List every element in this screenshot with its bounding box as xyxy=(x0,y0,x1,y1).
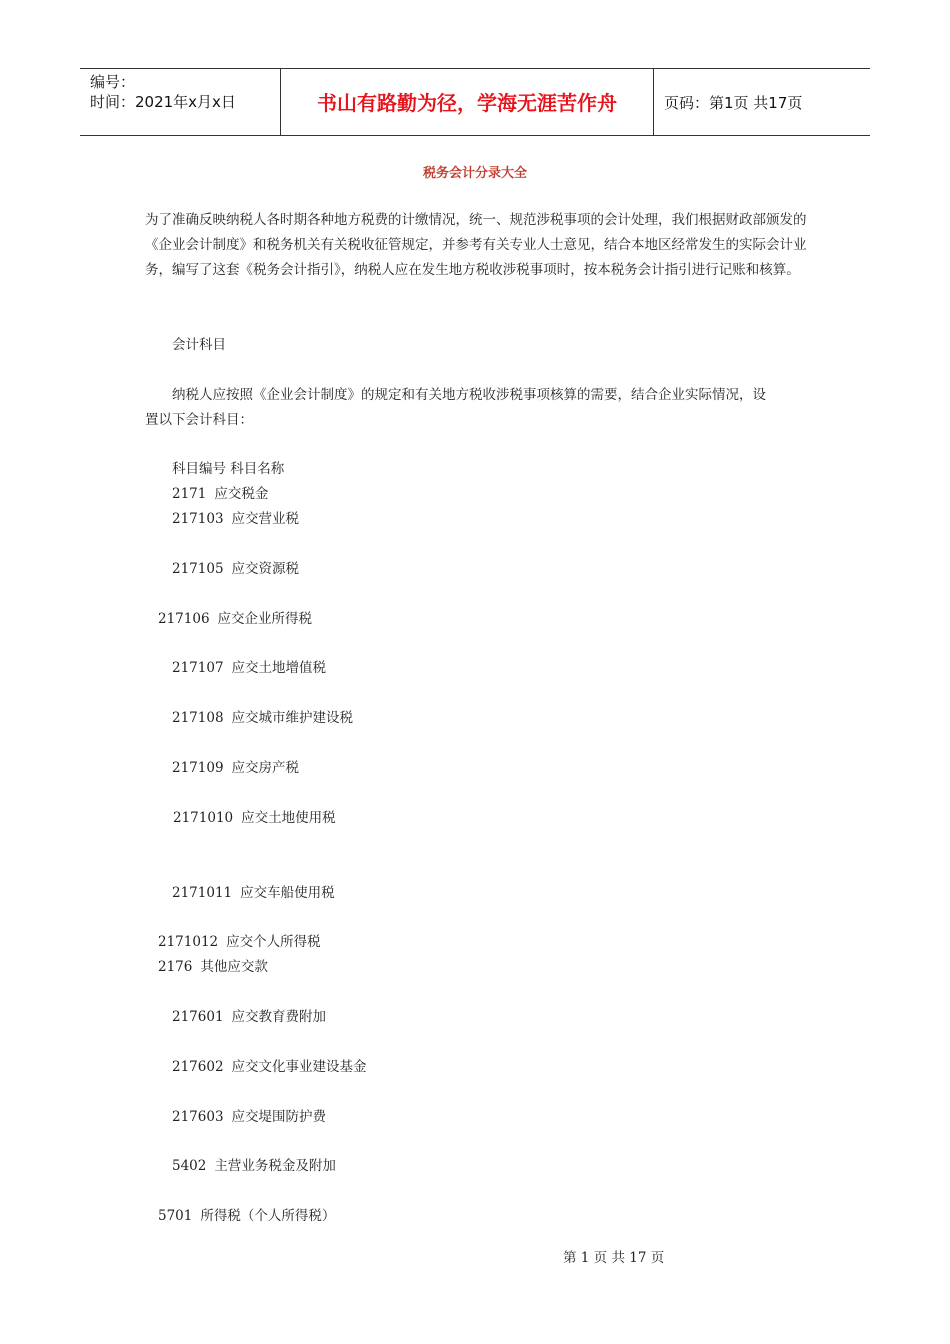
account-row xyxy=(172,509,299,529)
intro-paragraph: 为了准确反映纳税人各时期各种地方税费的计缴情况，统一、规范涉税事项的会计处理，我们根据财政部颁发的《企业会计制度》和税务机关有关税收征管规定，并参考有关专业人士意见，结合本地区经常发生的实际会计业务，编写了这套《税务会计指引》，纳税人应在发生地方税收涉税事项时，按本税务会计指引进行记账和核算。 xyxy=(145,212,807,278)
account-name: 应交税金 xyxy=(214,486,269,502)
account-row xyxy=(172,559,299,579)
header-meta-cell xyxy=(80,69,281,135)
account-code: 2176 xyxy=(158,959,193,975)
account-row xyxy=(172,1107,326,1127)
account-name: 应交城市维护建设税 xyxy=(231,710,354,726)
account-code: 5402 xyxy=(172,1158,207,1174)
account-code: 2171010 xyxy=(173,810,234,826)
document-date-label: 时间：2021年x月x日 xyxy=(90,93,236,111)
account-name: 应交土地增值税 xyxy=(231,660,327,676)
account-row xyxy=(172,658,326,678)
account-row xyxy=(172,1156,336,1176)
account-row xyxy=(172,1057,367,1077)
account-row xyxy=(172,1007,326,1027)
page-header xyxy=(80,68,870,136)
account-row xyxy=(172,758,299,778)
account-row xyxy=(172,708,353,728)
account-code: 217602 xyxy=(172,1059,224,1075)
document-title: 税务会计分录大全 xyxy=(422,166,527,181)
section-intro-line-1: 纳税人应按照《企业会计制度》的规定和有关地方税收涉税事项核算的需要，结合企业实际情况，设 xyxy=(172,387,766,403)
section-intro-line-2: 置以下会计科目： xyxy=(145,412,253,428)
account-code: 217103 xyxy=(172,511,224,527)
account-code: 217601 xyxy=(172,1009,224,1025)
account-code: 217108 xyxy=(172,710,224,726)
account-row xyxy=(158,609,312,629)
account-row xyxy=(172,484,268,504)
account-code: 217107 xyxy=(172,660,224,676)
account-name: 其他应交款 xyxy=(200,959,268,975)
account-code: 5701 xyxy=(158,1208,193,1224)
account-name: 应交文化事业建设基金 xyxy=(231,1059,367,1075)
account-name: 应交土地使用税 xyxy=(241,810,336,826)
account-code: 217109 xyxy=(172,760,224,776)
account-name: 应交企业所得税 xyxy=(217,611,313,627)
account-name: 应交堤围防护费 xyxy=(231,1109,327,1125)
account-name: 应交房产税 xyxy=(231,760,300,776)
account-code: 2171011 xyxy=(172,885,233,901)
account-name: 应交个人所得税 xyxy=(226,934,321,950)
account-code: 217603 xyxy=(172,1109,224,1125)
account-name: 应交营业税 xyxy=(231,511,300,527)
header-motto: 书山有路勤为径，学海无涯苦作舟 xyxy=(281,69,654,135)
account-code: 2171 xyxy=(172,486,207,502)
account-name: 应交教育费附加 xyxy=(231,1009,327,1025)
account-row xyxy=(158,957,268,977)
account-code: 217106 xyxy=(158,611,210,627)
account-name: 主营业务税金及附加 xyxy=(214,1158,336,1174)
account-row xyxy=(172,883,335,903)
account-name: 应交车船使用税 xyxy=(240,885,335,901)
document-number-label: 编号： xyxy=(90,73,136,91)
account-code: 217105 xyxy=(172,561,224,577)
account-code: 2171012 xyxy=(158,934,219,950)
account-row xyxy=(158,1206,335,1226)
section-heading: 会计科目 xyxy=(172,337,226,353)
header-page-number: 页码：第1页 共17页 xyxy=(664,94,803,112)
account-row xyxy=(173,808,336,828)
account-name: 所得税（个人所得税） xyxy=(200,1208,336,1224)
account-table-header: 科目编号 科目名称 xyxy=(172,461,285,477)
account-name: 应交资源税 xyxy=(231,561,300,577)
page-footer: 第 1 页 共 17 页 xyxy=(563,1250,665,1266)
account-row xyxy=(158,932,321,952)
